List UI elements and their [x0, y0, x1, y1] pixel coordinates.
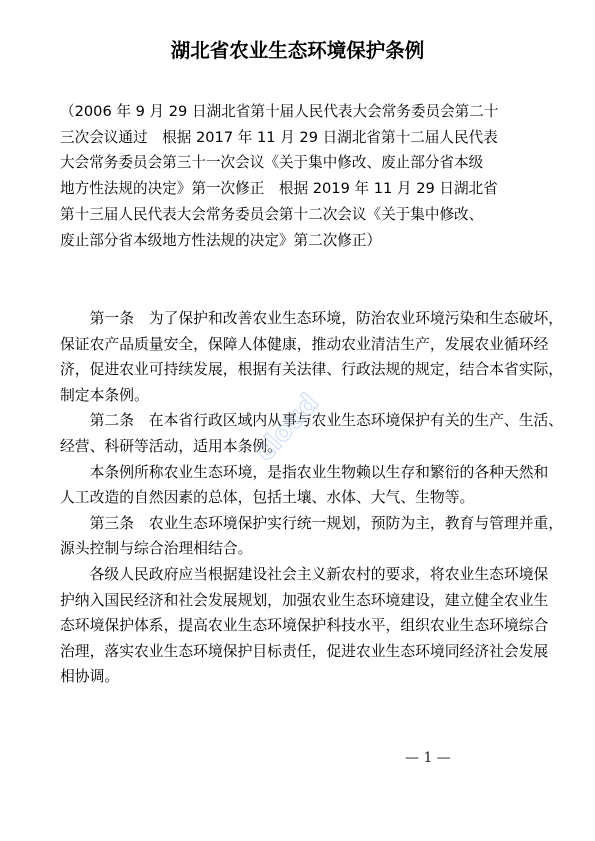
adoption-note-line: 废止部分省本级地方性法规的决定》第二次修正）	[60, 231, 382, 249]
article-3-paragraph-line: 态环境保护体系，提高农业生态环境保护科技水平，组织农业生态环境综合	[60, 617, 549, 635]
article-2-paragraph-line: 本条例所称农业生态环境，是指农业生物赖以生存和繁衍的各种天然和	[60, 463, 549, 481]
article-3-paragraph-line: 护纳入国民经济和社会发展规划，加强农业生态环境建设，建立健全农业生	[60, 591, 549, 609]
regulation-body	[60, 306, 564, 690]
watermark-text: cloud	[249, 388, 326, 468]
article-2-line: 经营、科研等活动，适用本条例。	[60, 437, 282, 455]
adoption-note-line: 地方性法规的决定》第一次修正 根据 2019 年 11 月 29 日湖北省	[60, 180, 498, 198]
article-2-line: 第二条 在本省行政区域内从事与农业生态环境保护有关的生产、生活、	[60, 412, 564, 430]
adoption-note-line: 第十三届人民代表大会常务委员会第十二次会议《关于集中修改、	[60, 205, 484, 223]
article-3-paragraph-line: 相协调。	[60, 668, 120, 686]
article-1-line: 第一条 为了保护和改善农业生态环境，防治农业环境污染和生态破坏，	[60, 310, 564, 327]
adoption-note-line: 大会常务委员会第三十一次会议《关于集中修改、废止部分省本级	[60, 154, 484, 172]
document-title: 湖北省农业生态环境保护条例	[170, 39, 425, 62]
article-1-line: 保证农产品质量安全，保障人体健康，推动农业清洁生产，发展农业循环经	[60, 335, 549, 353]
adoption-note-line: （2006 年 9 月 29 日湖北省第十届人民代表大会常务委员会第二十	[60, 103, 499, 120]
page-number: — 1 —	[405, 750, 451, 766]
adoption-note	[60, 99, 560, 253]
article-3-line: 第三条 农业生态环境保护实行统一规划，预防为主，教育与管理并重，	[60, 514, 564, 532]
article-3-paragraph-line: 治理，落实农业生态环境保护目标责任，促进农业生态环境同经济社会发展	[60, 642, 549, 660]
article-3-paragraph-line: 各级人民政府应当根据建设社会主义新农村的要求，将农业生态环境保	[60, 565, 549, 583]
article-2-paragraph-line: 人工改造的自然因素的总体，包括土壤、水体、大气、生物等。	[60, 489, 475, 507]
article-1-line: 制定本条例。	[60, 386, 149, 404]
article-1-line: 济，促进农业可持续发展，根据有关法律、行政法规的规定，结合本省实际，	[60, 361, 564, 379]
article-3-line: 源头控制与综合治理相结合。	[60, 540, 253, 558]
adoption-note-line: 三次会议通过 根据 2017 年 11 月 29 日湖北省第十二届人民代表	[60, 128, 498, 146]
